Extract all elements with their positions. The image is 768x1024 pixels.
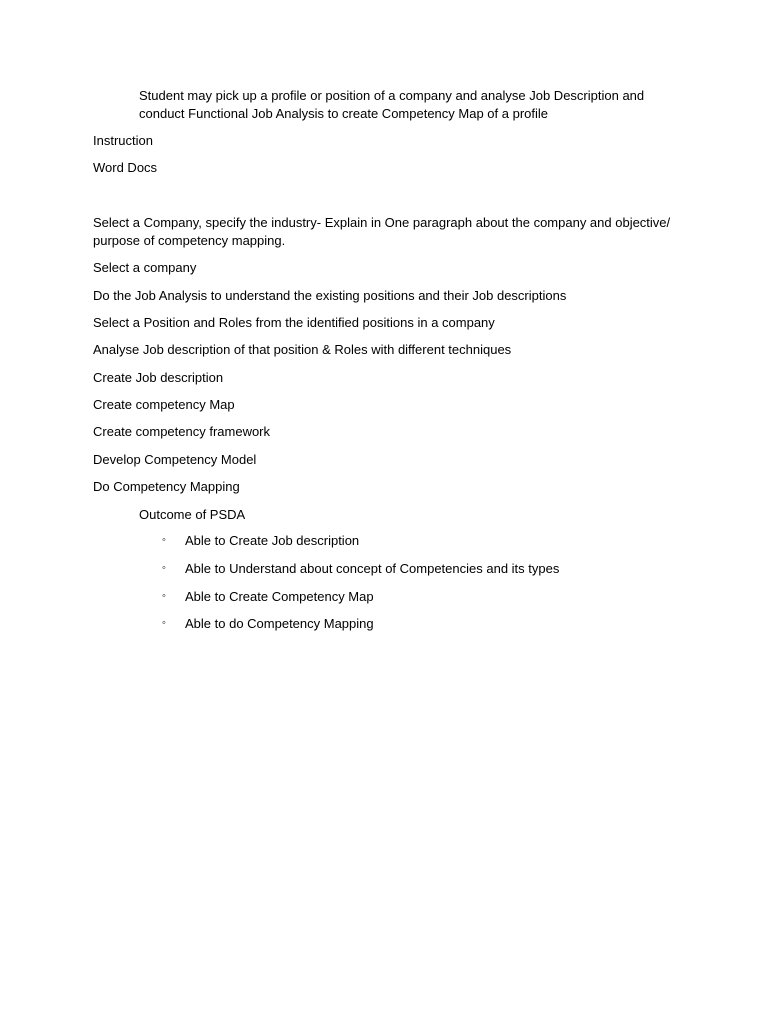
intro-paragraph: Student may pick up a profile or position of a company and analyse Job Description and conduct Functional Job Analysis to create Competency Map of a profile bbox=[139, 88, 645, 121]
bullet-circle-icon: ◦ bbox=[162, 590, 166, 602]
bullet-circle-icon: ◦ bbox=[162, 617, 166, 629]
step-item: Create competency framework bbox=[93, 424, 271, 439]
step-item: Select a Company, specify the industry- Explain in One paragraph about the company and objective/ purpose of competency mapping. bbox=[93, 215, 671, 248]
outcome-text: Able to Create Competency Map bbox=[185, 589, 374, 604]
outcome-text: Able to do Competency Mapping bbox=[185, 616, 374, 631]
bullet-circle-icon: ◦ bbox=[162, 534, 166, 546]
outcome-text: Able to Create Job description bbox=[185, 533, 360, 548]
bullet-circle-icon: ◦ bbox=[162, 562, 166, 574]
instruction-label: Instruction bbox=[93, 133, 153, 148]
outcome-list-item bbox=[162, 560, 559, 578]
outcome-list-item bbox=[162, 588, 374, 606]
outcome-title: Outcome of PSDA bbox=[139, 507, 246, 522]
step-item: Select a Position and Roles from the identified positions in a company bbox=[93, 315, 495, 330]
step-item: Do the Job Analysis to understand the existing positions and their Job descriptions bbox=[93, 288, 567, 303]
step-item: Create Job description bbox=[93, 370, 224, 385]
step-item: Do Competency Mapping bbox=[93, 479, 240, 494]
outcome-text: Able to Understand about concept of Competencies and its types bbox=[185, 561, 560, 576]
step-item: Develop Competency Model bbox=[93, 452, 257, 467]
step-item: Create competency Map bbox=[93, 397, 235, 412]
step-item: Analyse Job description of that position & Roles with different techniques bbox=[93, 342, 512, 357]
step-item: Select a company bbox=[93, 260, 197, 275]
outcome-list-item bbox=[162, 532, 359, 550]
word-docs-label: Word Docs bbox=[93, 160, 158, 175]
outcome-list-item bbox=[162, 615, 374, 633]
